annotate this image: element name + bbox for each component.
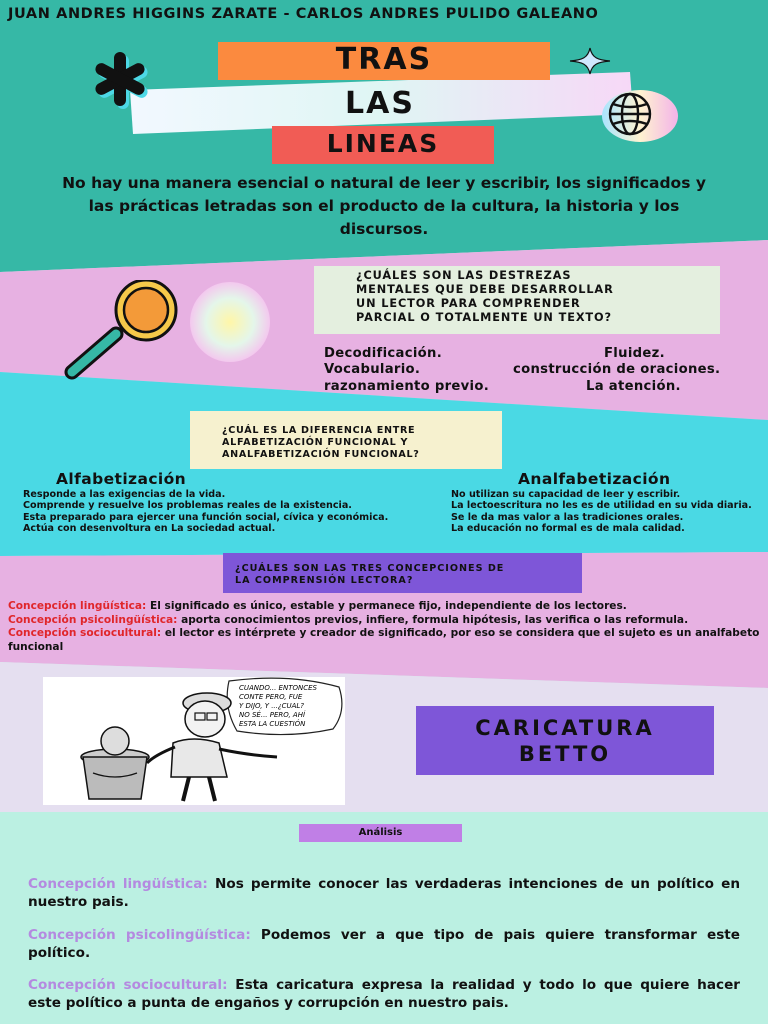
alfabetizacion-list: [23, 489, 388, 535]
analisis-text: Podemos ver a que tipo de pais quiere transformar este político.: [28, 927, 741, 961]
analisis-text: Esta caricatura expresa la realidad y todo lo que quiere hacer este político a punta de engaños y corrupción en nuestro pais.: [28, 977, 741, 1011]
speech-line: CUANDO... ENTONCES: [239, 684, 317, 692]
answer-fluidez: Fluidez.: [604, 346, 665, 361]
title-line-1: TRAS: [335, 42, 433, 77]
analisis-label-item: Concepción psicolingüística:: [28, 927, 251, 943]
list-item: Comprende y resuelve los problemas reales de la existencia.: [23, 500, 352, 512]
concepcion-sociocultural: [8, 627, 766, 654]
analisis-psicolinguistica: [28, 926, 740, 962]
caricatura-subtitle: BETTO: [518, 742, 612, 766]
answer-razonamiento: razonamiento previo.: [324, 379, 490, 394]
question-2-line: ALFABETIZACIÓN FUNCIONAL Y: [222, 437, 409, 448]
concepcion-label: Concepción sociocultural:: [8, 627, 162, 639]
analfabetizacion-heading: Analfabetización: [518, 470, 671, 488]
title-line-3: LINEAS: [326, 129, 440, 158]
question-1-line: MENTALES QUE DEBE DESARROLLAR: [356, 283, 614, 296]
question-2-line: ¿CUÁL ES LA DIFERENCIA ENTRE: [222, 425, 416, 436]
caricatura-box: [416, 706, 714, 775]
question-1-line: ¿CUÁLES SON LAS DESTREZAS: [356, 269, 572, 282]
list-item: Actúa con desenvoltura en La sociedad actual.: [23, 523, 276, 535]
caricatura-title: CARICATURA: [475, 716, 655, 740]
cartoon-drawing: [43, 677, 345, 805]
magnifier-icon: [60, 280, 274, 386]
speech-line: CONTE PERO, FUE: [239, 693, 303, 701]
analisis-label-item: Concepción lingüística:: [28, 876, 208, 892]
alfabetizacion-heading: Alfabetización: [56, 470, 187, 488]
asterisk-icon: [84, 50, 160, 110]
question-3-line: LA COMPRENSIÓN LECTORA?: [235, 574, 414, 586]
list-item: Se le da mas valor a las tradiciones orales.: [451, 511, 684, 523]
list-item: Esta preparado para ejercer una función social, cívica y económica.: [23, 511, 389, 523]
question-2-box: [190, 411, 502, 469]
speech-line: NO SÉ... PERO, AHÍ: [239, 711, 306, 719]
answer-atencion: La atención.: [586, 379, 681, 394]
concepcion-label: Concepción lingüística:: [8, 600, 147, 612]
concepcion-label: Concepción psicolingüística:: [8, 613, 178, 626]
question-1-line: PARCIAL O TOTALMENTE UN TEXTO?: [356, 311, 612, 324]
analisis-linguistica: [28, 875, 740, 911]
answer-vocabulario: Vocabulario.: [324, 362, 421, 377]
title-las: [300, 86, 460, 124]
speech-line: Y DIJO, Y ...¿CUAL?: [239, 702, 305, 710]
speech-line: ESTA LA CUESTIÓN: [239, 720, 306, 728]
concepciones-list: [8, 600, 766, 654]
title-line-2: LAS: [345, 86, 415, 121]
analfabetizacion-list: [451, 489, 766, 535]
list-item: La educación no formal es de mala calidad.: [451, 523, 685, 535]
list-item: La lectoescritura no les es de utilidad en su vida diaria.: [451, 500, 752, 512]
question-1-box: [314, 266, 720, 334]
question-3-line: ¿CUÁLES SON LAS TRES CONCEPCIONES DE: [235, 563, 505, 574]
title-box-lineas: [272, 126, 494, 164]
sparkle-icon: [568, 46, 612, 76]
analisis-label: Análisis: [299, 824, 462, 842]
question-3-box: [223, 553, 582, 593]
globe-icon: [596, 86, 680, 146]
list-item: No utilizan su capacidad de leer y escribir.: [451, 489, 681, 500]
analisis-label-item: Concepción sociocultural:: [28, 977, 228, 993]
concepcion-text: El significado es único, estable y permanece fijo, independiente de los lectores.: [146, 600, 627, 612]
concepcion-text: el lector es intérprete y creador de significado, por eso se considera que el sujeto es un analfabeto funcional: [8, 627, 760, 653]
analisis-sociocultural: [28, 976, 740, 1012]
answer-decodificacion: Decodificación.: [324, 346, 442, 361]
intro-text: No hay una manera esencial o natural de leer y escribir, los significados y las prácticas letradas son el producto de la cultura, la historia y los discursos.: [62, 174, 706, 238]
concepcion-psicolinguistica: [8, 614, 766, 628]
concepcion-linguistica: [8, 600, 766, 614]
list-item: Responde a las exigencias de la vida.: [23, 489, 226, 500]
concepcion-text: aporta conocimientos previos, infiere, formula hipótesis, las verifica o las reformula.: [177, 613, 689, 626]
analisis-text: Nos permite conocer las verdaderas intenciones de un político en nuestro pais.: [28, 876, 741, 910]
question-2-line: ANALFABETIZACIÓN FUNCIONAL?: [222, 449, 420, 460]
cartoon-image: [43, 677, 345, 805]
title-box-tras: [218, 42, 550, 80]
question-1-line: UN LECTOR PARA COMPRENDER: [356, 297, 581, 310]
authors: JUAN ANDRES HIGGINS ZARATE - CARLOS ANDRES PULIDO GALEANO: [8, 6, 599, 22]
answer-construccion: construcción de oraciones.: [513, 362, 721, 377]
